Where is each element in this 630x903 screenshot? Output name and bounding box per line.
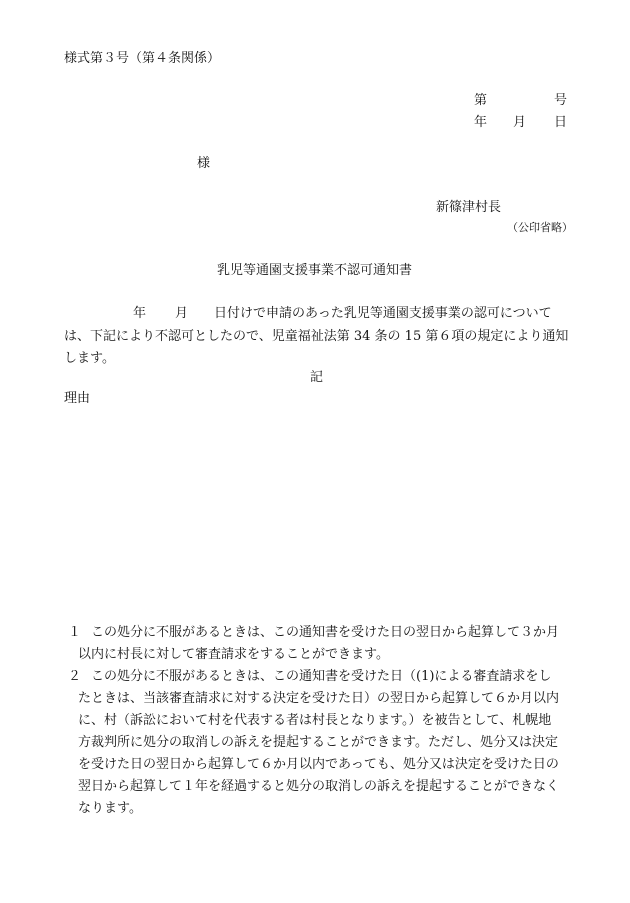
document-title: 乳児等通園支援事業不認可通知書 (217, 263, 413, 278)
note-2-line-4: 方裁判所に処分の取消しの訴えを提起することができます。ただし、処分又は決定 (78, 735, 558, 750)
note-2-line-7: なります。 (78, 801, 142, 816)
form-label: 様式第３号（第４条関係） (64, 51, 221, 66)
body-year: 年 (133, 306, 147, 321)
body-line-2: は、下記により不認可としたので、児童福祉法第 34 条の 15 第６項の規定により通知 (64, 329, 569, 344)
date-day: 日 (554, 115, 568, 130)
note-2-number: ２ (68, 669, 82, 684)
ki-heading: 記 (310, 370, 324, 385)
date-year: 年 (474, 115, 488, 130)
body-month: 月 (175, 306, 189, 321)
sender-name: 新篠津村長 (436, 200, 502, 215)
date-month: 月 (513, 115, 527, 130)
note-1-line-2: 以内に村長に対して審査請求をすることができます。 (78, 647, 389, 662)
note-1-number: １ (68, 625, 82, 640)
seal-note: （公印省略） (507, 221, 573, 234)
note-1-line-1: この処分に不服があるときは、この通知書を受けた日の翌日から起算して３か月 (91, 625, 560, 640)
note-2-line-2: たときは、当該審査請求に対する決定を受けた日）の翌日から起算して６か月以内 (78, 691, 560, 706)
document-number-suffix: 号 (554, 93, 568, 108)
body-line-3: します。 (64, 351, 115, 366)
note-2-line-5: を受けた日の翌日から起算して６か月以内であっても、処分又は決定を受けた日の (78, 757, 559, 772)
addressee-suffix: 様 (197, 156, 211, 171)
reason-label: 理由 (64, 391, 91, 406)
body-line-1: 日付けで申請のあった乳児等通園支援事業の認可について (214, 306, 552, 321)
note-2-line-1: この処分に不服があるときは、この通知書を受けた日（(1)による審査請求をし (91, 669, 552, 684)
note-2-line-3: に、村（訴訟において村を代表する者は村長となります。）を被告として、札幌地 (78, 713, 552, 728)
note-2-line-6: 翌日から起算して１年を経過すると処分の取消しの訴えを提起することができなく (78, 779, 560, 794)
document-number-prefix: 第 (474, 93, 488, 108)
